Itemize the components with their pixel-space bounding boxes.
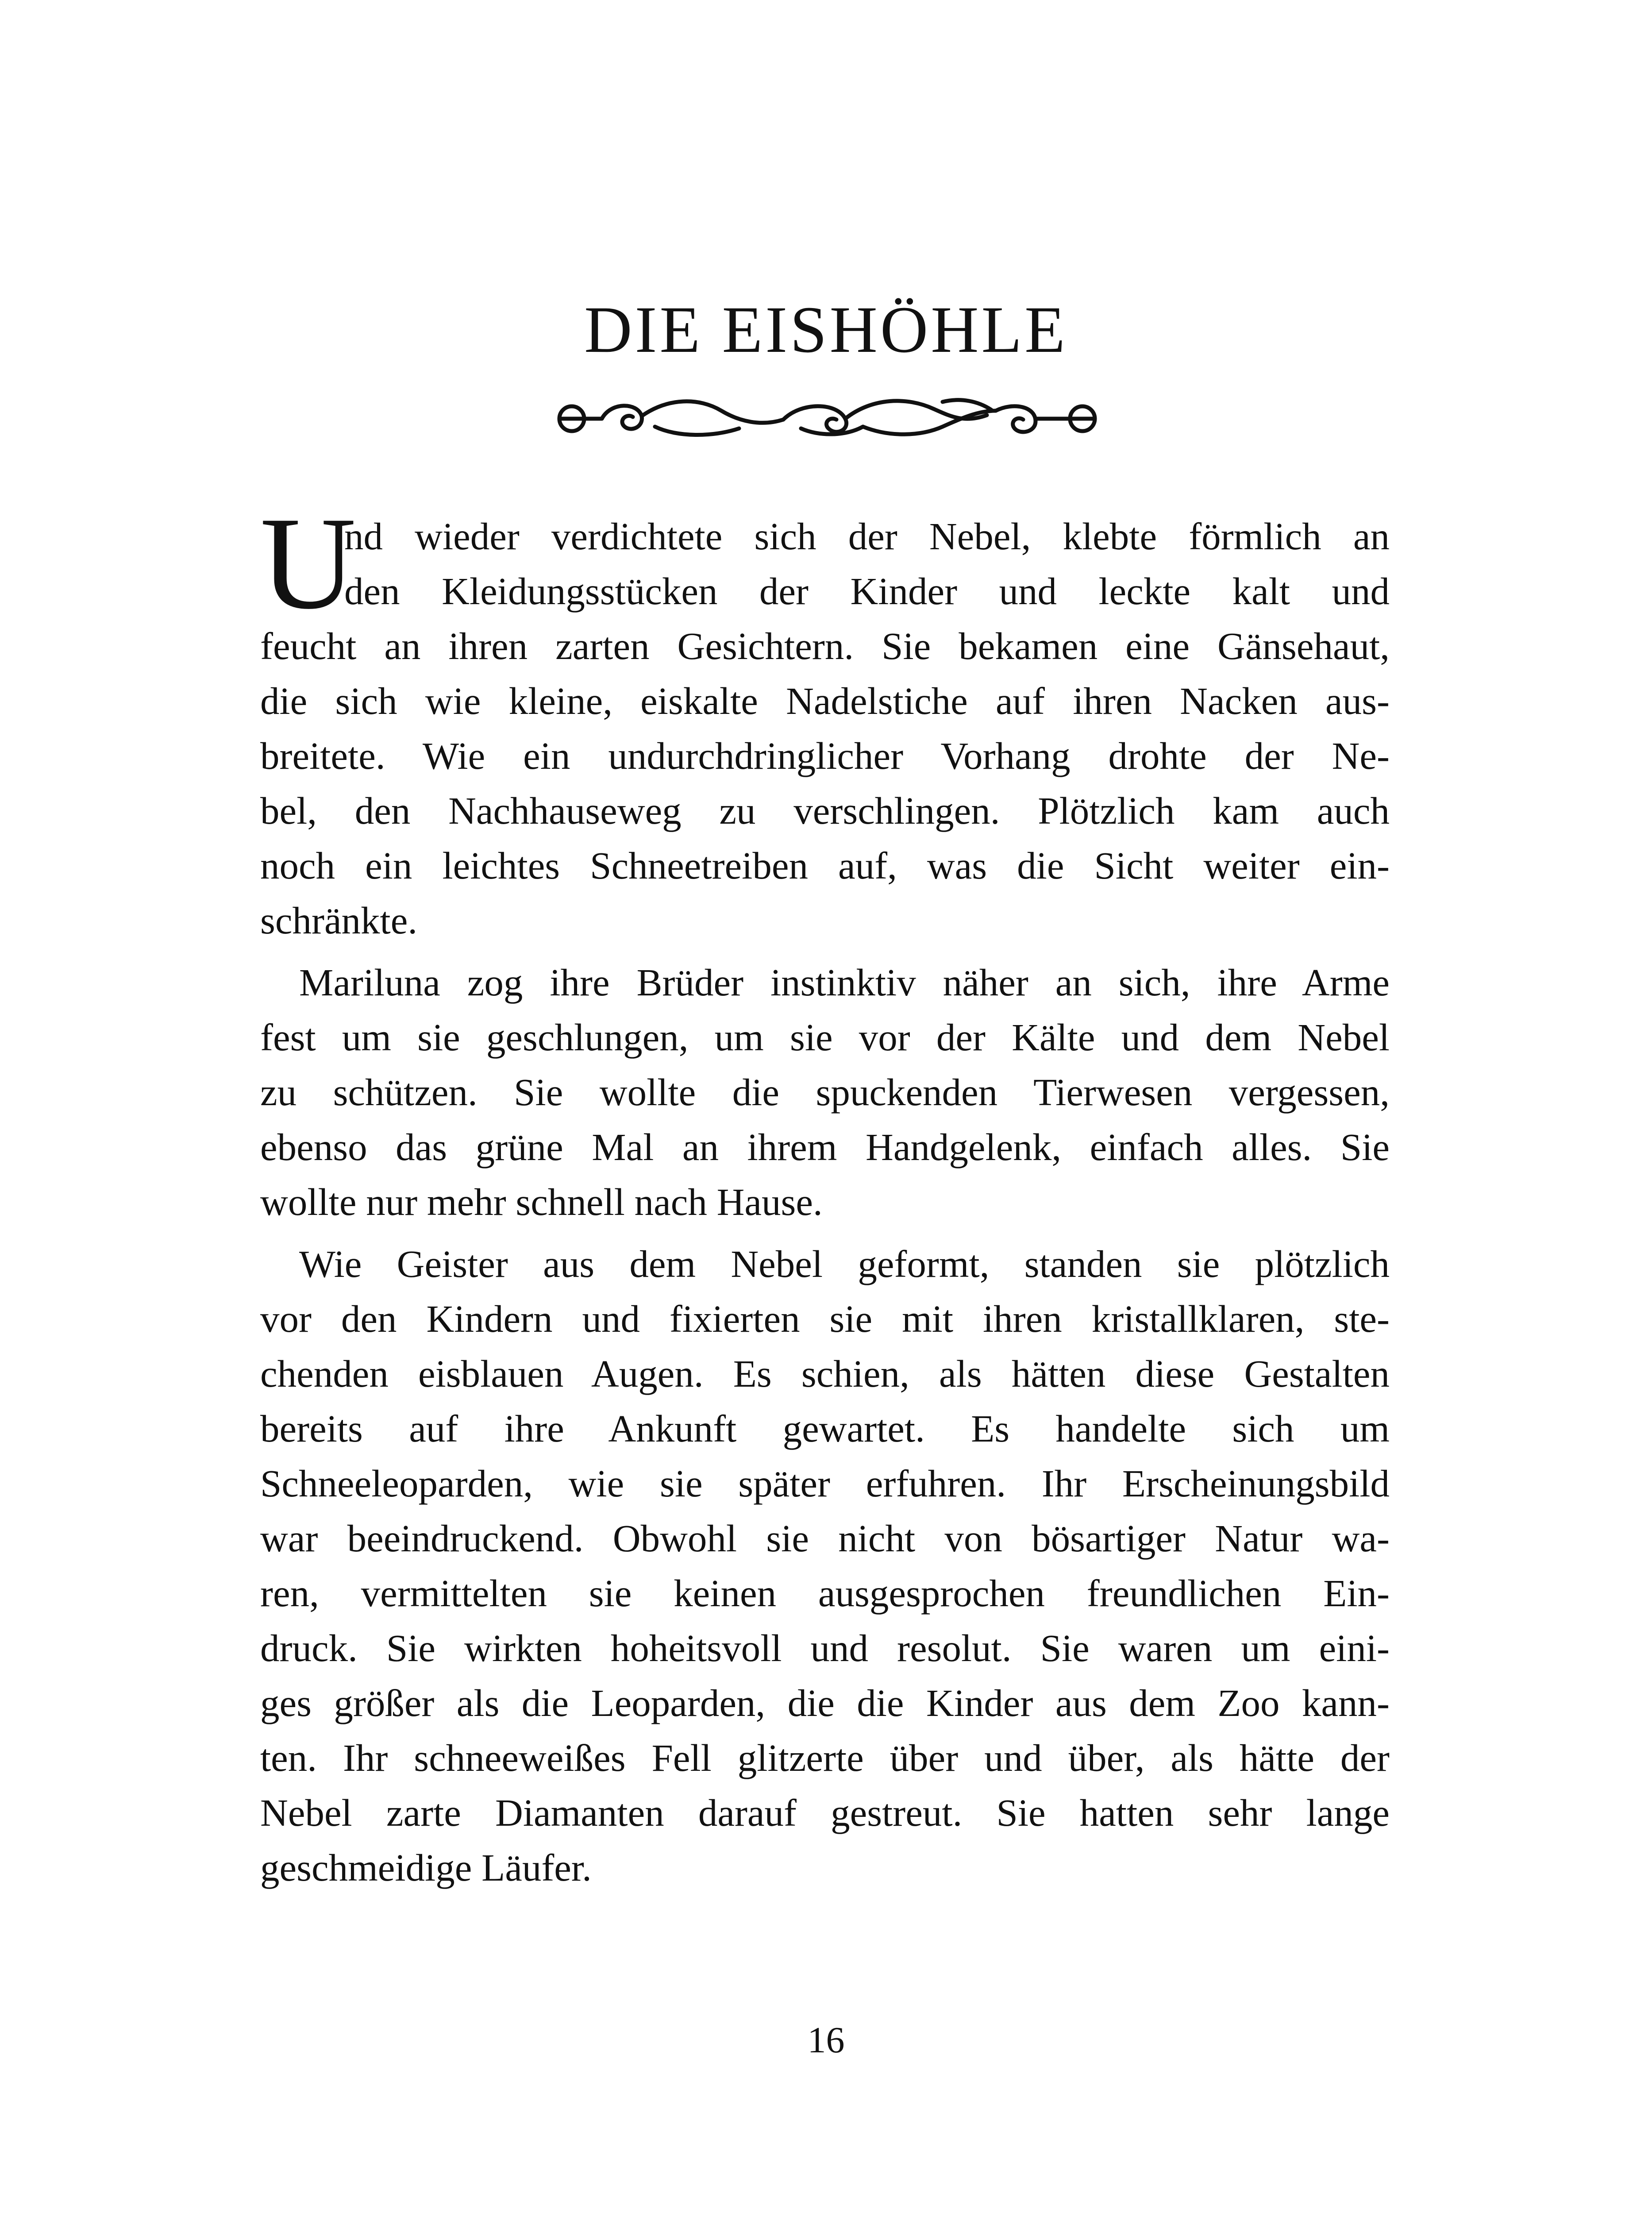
paragraph-3 (260, 1237, 1390, 1895)
text-line: die sich wie kleine, eiskalte Nadelstiche auf ihren Nacken aus- (260, 679, 1390, 722)
text-line: druck. Sie wirkten hoheitsvoll und resolut. Sie waren um eini- (260, 1627, 1390, 1669)
text-line: feucht an ihren zarten Gesichtern. Sie bekamen eine Gänsehaut, (260, 625, 1390, 667)
text-line: bereits auf ihre Ankunft gewartet. Es handelte sich um (260, 1407, 1390, 1450)
text-line: chenden eisblauen Augen. Es schien, als hätten diese Gestalten (260, 1352, 1390, 1395)
decorative-flourish-icon (553, 384, 1102, 451)
text-line: vor den Kindern und fixierten sie mit ihren kristallklaren, ste- (260, 1297, 1390, 1340)
text-line: den Kleidungsstücken der Kinder und leckte kalt und (344, 570, 1390, 613)
text-line: schränkte. (260, 899, 418, 942)
text-line: Wie Geister aus dem Nebel geformt, standen sie plötzlich (299, 1242, 1390, 1285)
chapter-title: DIE EISHÖHLE (584, 293, 1068, 366)
text-line: fest um sie geschlungen, um sie vor der Kälte und dem Nebel (260, 1016, 1390, 1059)
text-line: noch ein leichtes Schneetreiben auf, was die Sicht weiter ein- (260, 844, 1390, 887)
paragraph-1 (260, 490, 1390, 948)
text-line: Nebel zarte Diamanten darauf gestreut. Sie hatten sehr lange (260, 1791, 1390, 1834)
paragraph-2 (260, 955, 1390, 1230)
text-line: breitete. Wie ein undurchdringlicher Vorhang drohte der Ne- (260, 734, 1390, 777)
text-line: ten. Ihr schneeweißes Fell glitzerte über und über, als hätte der (260, 1736, 1390, 1779)
text-line: ges größer als die Leoparden, die die Kinder aus dem Zoo kann- (260, 1681, 1390, 1724)
text-line: ren, vermittelten sie keinen ausgesprochen freundlichen Ein- (260, 1572, 1390, 1615)
text-line: wollte nur mehr schnell nach Hause. (260, 1180, 823, 1223)
text-line: bel, den Nachhauseweg zu verschlingen. Plötzlich kam auch (260, 789, 1390, 832)
text-line: war beeindruckend. Obwohl sie nicht von bösartiger Natur wa- (260, 1517, 1390, 1560)
page-number: 16 (807, 2020, 845, 2061)
text-line: ebenso das grüne Mal an ihrem Handgelenk, einfach alles. Sie (260, 1126, 1390, 1168)
drop-cap: U (260, 490, 356, 636)
text-line: nd wieder verdichtete sich der Nebel, klebte förmlich an (344, 515, 1390, 558)
text-line: geschmeidige Läufer. (260, 1846, 592, 1889)
body-text (260, 490, 1390, 1895)
text-line: zu schützen. Sie wollte die spuckenden Tierwesen vergessen, (260, 1071, 1390, 1114)
text-line: Schneeleoparden, wie sie später erfuhren. Ihr Erscheinungsbild (260, 1462, 1390, 1505)
text-line: Mariluna zog ihre Brüder instinktiv näher an sich, ihre Arme (299, 961, 1390, 1004)
